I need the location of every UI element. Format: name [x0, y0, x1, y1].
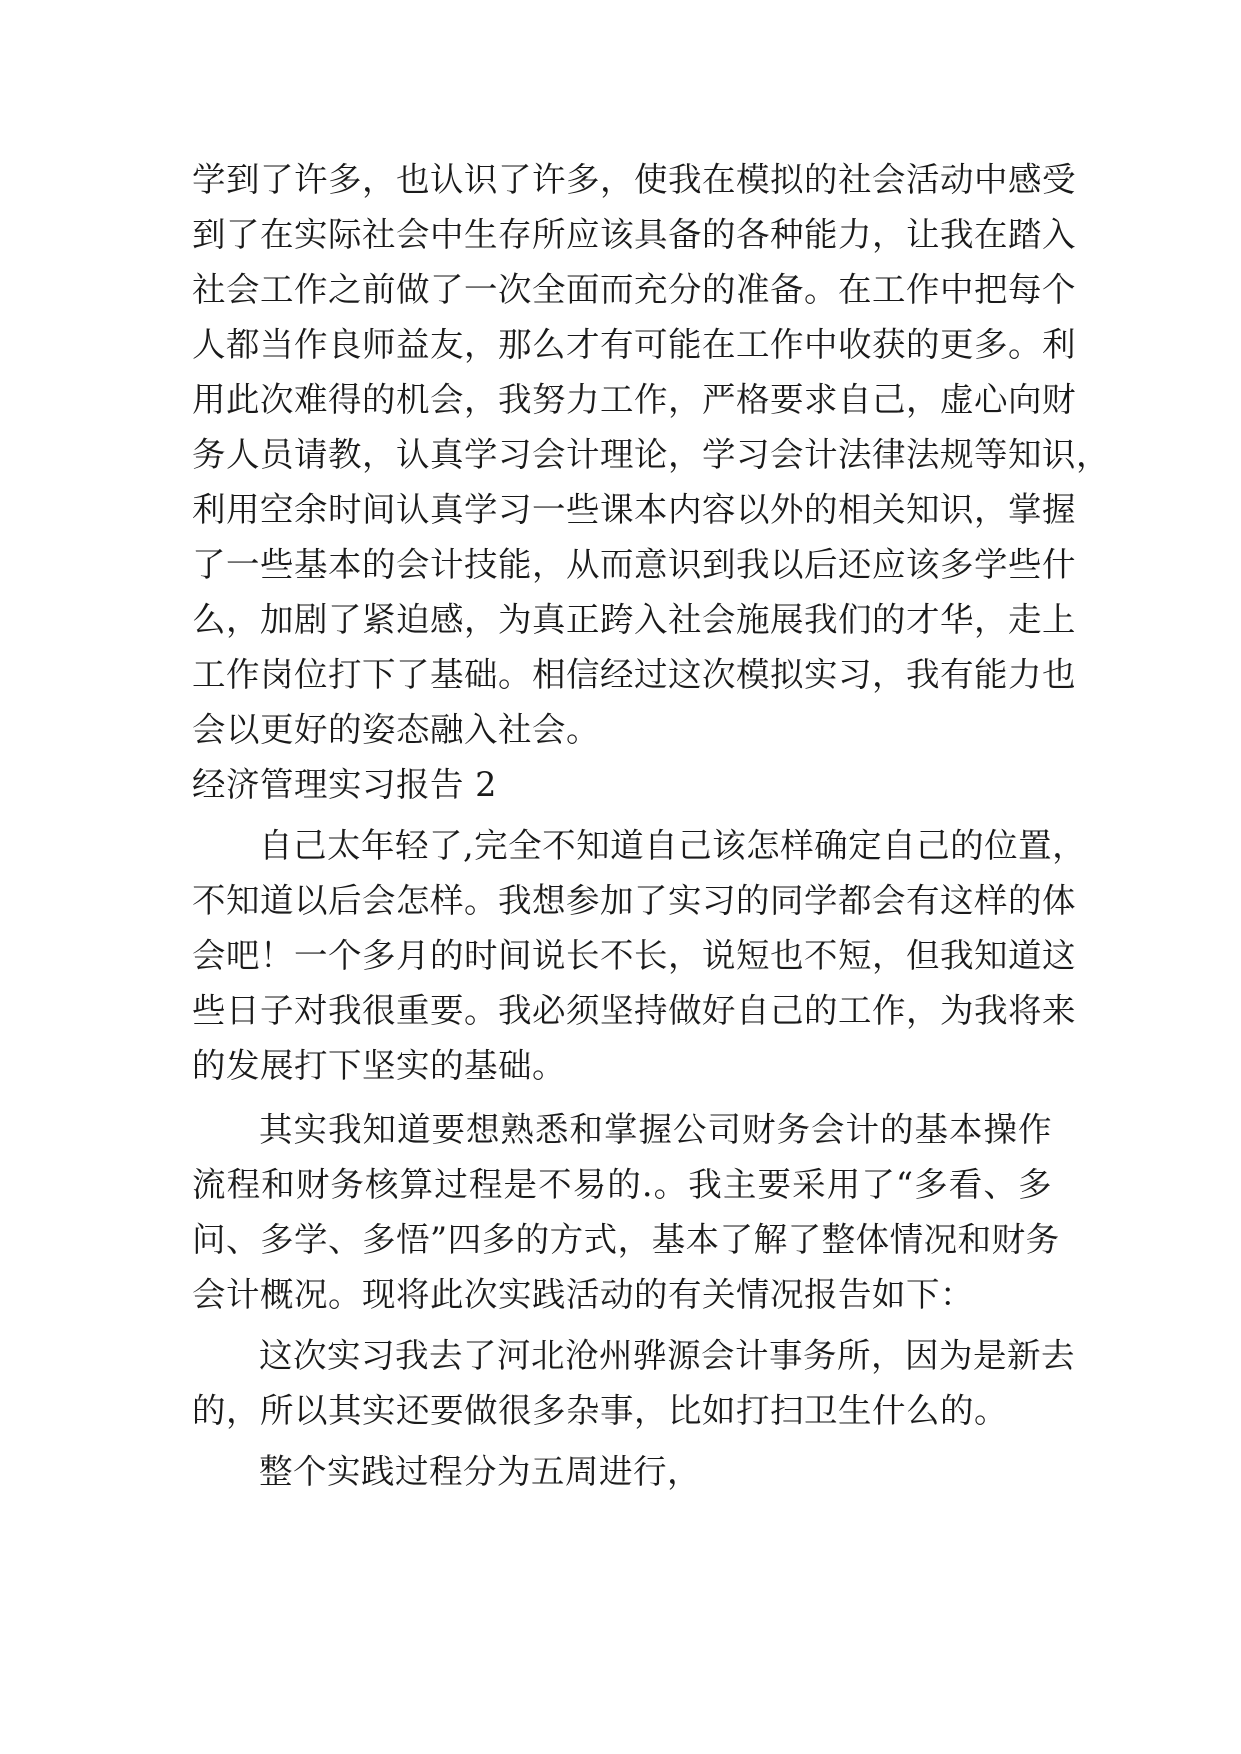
text-line: 这次实习我去了河北沧州骅源会计事务所，因为是新去	[259, 1336, 1075, 1375]
text-line: 会以更好的姿态融入社会。	[192, 710, 600, 749]
paragraph-2	[192, 818, 1087, 1093]
text-line: 自己太年轻了,完全不知道自己该怎样确定自己的位置，	[259, 826, 1087, 865]
paragraph-4	[192, 1328, 1075, 1438]
text-line: 人都当作良师益友，那么才有可能在工作中收获的更多。利	[192, 325, 1076, 364]
text-line: 其实我知道要想熟悉和掌握公司财务会计的基本操作	[259, 1110, 1052, 1149]
text-line: 社会工作之前做了一次全面而充分的准备。在工作中把每个	[192, 270, 1076, 309]
text-line: 用此次难得的机会，我努力工作，严格要求自己，虚心向财	[192, 380, 1076, 419]
text-line: 些日子对我很重要。我必须坚持做好自己的工作，为我将来	[192, 991, 1076, 1030]
paragraph-5	[192, 1444, 1052, 1499]
text-line: 会吧！一个多月的时间说长不长，说短也不短，但我知道这	[192, 936, 1076, 975]
text-line: 问、多学、多悟”四多的方式，基本了解了整体情况和财务	[192, 1220, 1060, 1259]
text-line: 么，加剧了紧迫感，为真正跨入社会施展我们的才华，走上	[192, 600, 1076, 639]
text-line: 的，所以其实还要做很多杂事，比如打扫卫生什么的。	[192, 1391, 1008, 1430]
text-line: 会计概况。现将此次实践活动的有关情况报告如下：	[192, 1275, 974, 1314]
text-line: 工作岗位打下了基础。相信经过这次模拟实习，我有能力也	[192, 655, 1076, 694]
text-line: 务人员请教，认真学习会计理论，学习会计法律法规等知识，	[192, 435, 1110, 474]
paragraph-1	[192, 152, 1110, 757]
text-line: 整个实践过程分为五周进行，	[259, 1452, 701, 1491]
text-line: 学到了许多，也认识了许多，使我在模拟的社会活动中感受	[192, 160, 1076, 199]
text-line: 利用空余时间认真学习一些课本内容以外的相关知识，掌握	[192, 490, 1076, 529]
section-heading: 经济管理实习报告 2	[192, 765, 497, 804]
text-line: 不知道以后会怎样。我想参加了实习的同学都会有这样的体	[192, 881, 1076, 920]
text-line: 到了在实际社会中生存所应该具备的各种能力，让我在踏入	[192, 215, 1076, 254]
text-line: 的发展打下坚实的基础。	[192, 1046, 566, 1085]
paragraph-3	[192, 1102, 1060, 1322]
document-body	[192, 152, 1110, 1499]
text-line: 了一些基本的会计技能，从而意识到我以后还应该多学些什	[192, 545, 1076, 584]
text-line: 流程和财务核算过程是不易的.。我主要采用了“多看、多	[192, 1165, 1052, 1204]
